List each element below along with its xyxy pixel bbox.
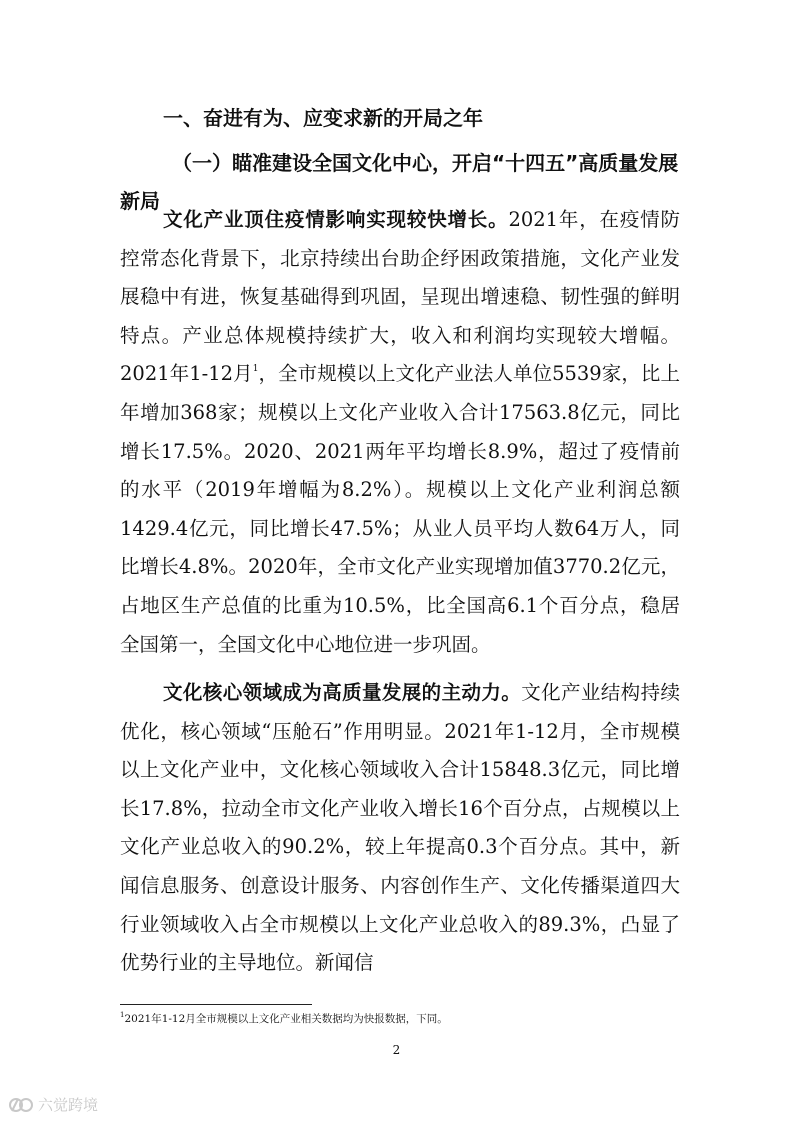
paragraph-lead: 文化产业顶住疫情影响实现较快增长。 [163, 208, 509, 231]
footnote-mark: 1 [120, 1011, 125, 1019]
brand-logo-icon [9, 1096, 35, 1114]
paragraph-text: ，全市规模以上文化产业法人单位5539家，比上年增加368家；规模以上文化产业收入合计17563.8亿元，同比增长17.5%。2020、2021两年平均增长8.9%，超过了疫情前的水平（2019年增幅为8.2%）。规模以上文化产业利润总额1429.4亿元，同比增长47.5%；从业人员平均人数64万人，同比增长4.8%。2020年，全市文化产业实现增加值3770.2亿元，占地区生产总值的比重为10.5%，比全国高6.1个百分点，稳居全国第一，全国文化中心地位进一步巩固。 [120, 362, 680, 656]
footnote-text: 2021年1-12月全市规模以上文化产业相关数据均为快报数据，下同。 [124, 1013, 448, 1025]
paragraph-text: 2021年，在疫情防控常态化背景下，北京持续出台助企纾困政策措施，文化产业发展稳中有进，恢复基础得到巩固，呈现出增速稳、韧性强的鲜明特点。产业总体规模持续扩大，收入和利润均实现较大增幅。2021年1-12月 [120, 208, 680, 386]
footnote [120, 1011, 448, 1027]
footnote-reference[interactable]: 1 [252, 364, 259, 375]
paragraph-lead: 文化核心领域成为高质量发展的主动力。 [163, 681, 522, 704]
paragraph-core-domain [120, 674, 680, 983]
subsection-heading: （一）瞄准建设全国文化中心，开启“十四五”高质量发展新局 [120, 151, 679, 213]
watermark-text: 六觉跨境 [38, 1096, 99, 1114]
footnote-divider [120, 1004, 312, 1005]
paragraph-text: 文化产业结构持续优化，核心领域“压舱石”作用明显。2021年1-12月，全市规模以上文化产业中，文化核心领域收入合计15848.3亿元，同比增长17.8%，拉动全市文化产业收入增长16个百分点，占规模以上文化产业总收入的90.2%，较上年提高0.3个百分点。其中，新闻信息服务、创意设计服务、内容创作生产、文化传播渠道四大行业领域收入占全市规模以上文化产业总收入的89.3%，凸显了优势行业的主导地位。新闻信 [120, 681, 680, 975]
section-heading: 一、奋进有为、应变求新的开局之年 [163, 106, 483, 130]
page-number: 2 [392, 1043, 401, 1057]
paragraph-culture-industry-growth [120, 201, 680, 664]
watermark [9, 1094, 98, 1115]
